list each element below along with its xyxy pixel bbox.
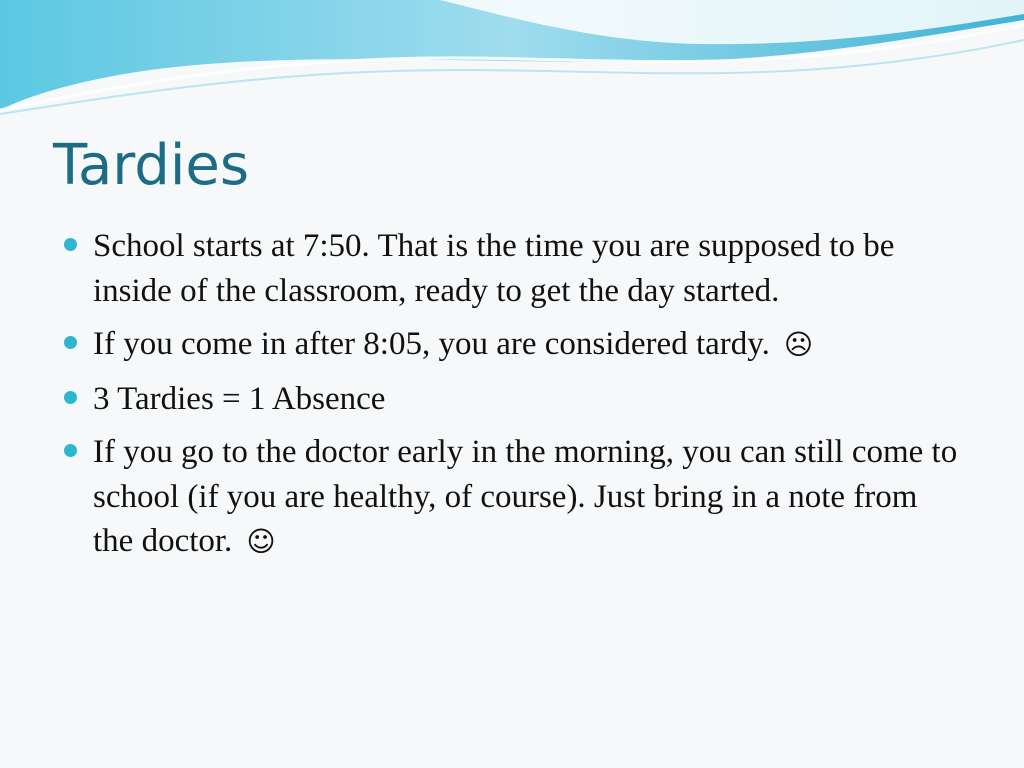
bullet-list xyxy=(64,224,964,574)
bullet-text: If you come in after 8:05, you are considered tardy. xyxy=(93,326,770,362)
bullet-item xyxy=(64,430,964,565)
bullet-item xyxy=(64,322,964,368)
bullet-dot-icon xyxy=(64,336,77,349)
smiling-face-icon: ☺ xyxy=(246,525,276,558)
bullet-text: School starts at 7:50. That is the time you are supposed to be inside of the classroom, ready to get the day started. xyxy=(93,228,895,309)
bullet-item xyxy=(64,224,964,313)
bullet-text: 3 Tardies = 1 Absence xyxy=(93,380,386,417)
frowning-face-icon: ☹ xyxy=(783,328,814,361)
slide-title: Tardies xyxy=(53,133,250,198)
bullet-text: If you go to the doctor early in the morning, you can still come to school (if you are healthy, of course). Just bring in a note from the doctor. xyxy=(93,434,958,559)
bullet-dot-icon xyxy=(64,444,77,457)
header-wave-decoration xyxy=(0,0,1024,120)
bullet-dot-icon xyxy=(64,391,77,404)
bullet-item xyxy=(64,377,964,422)
bullet-dot-icon xyxy=(64,238,77,251)
